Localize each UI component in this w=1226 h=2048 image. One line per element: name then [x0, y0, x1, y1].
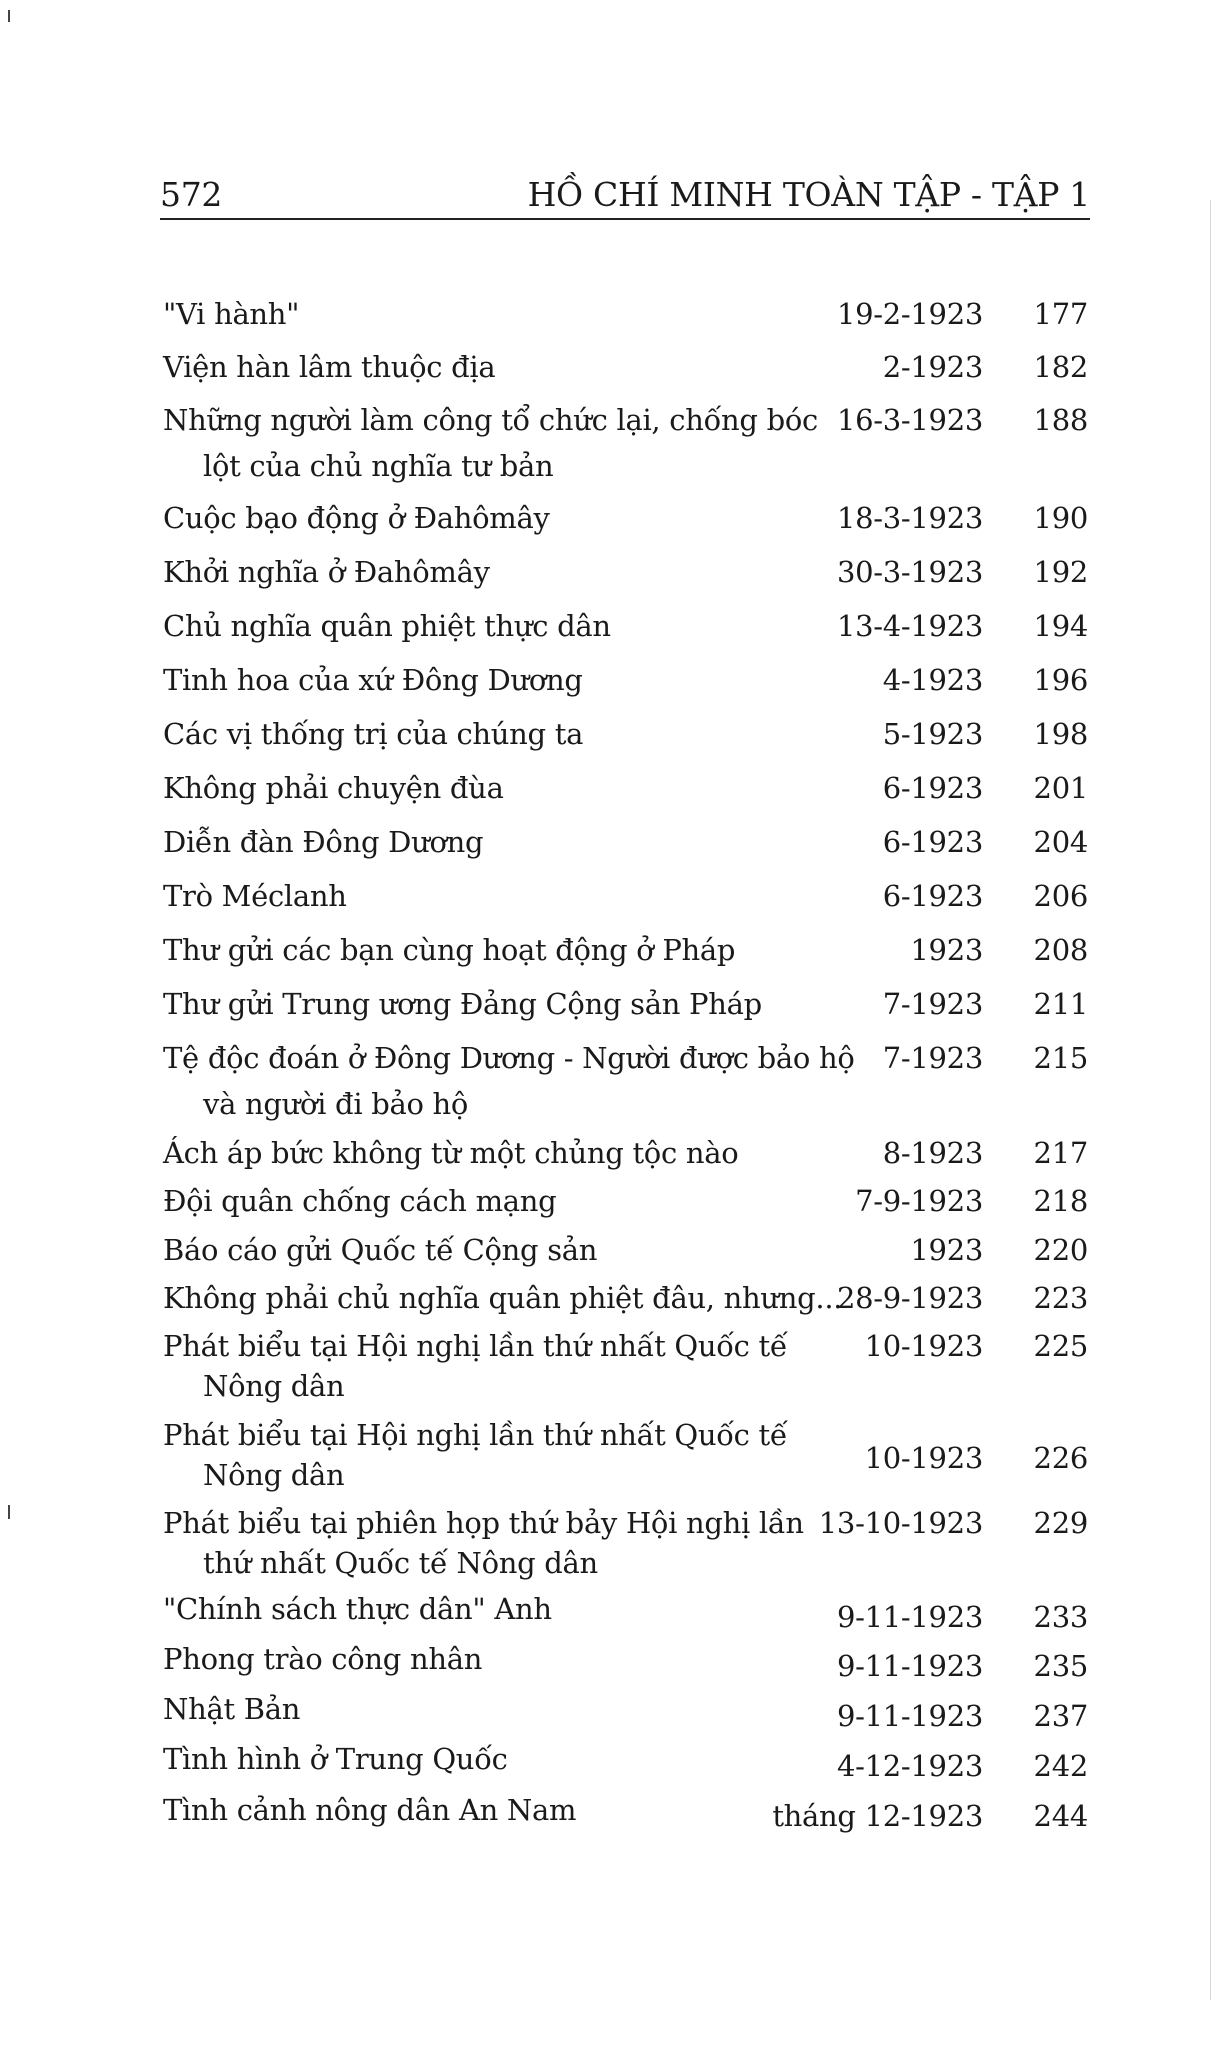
- entry-page: 242: [1033, 1749, 1088, 1783]
- entry-date: 10-1923: [864, 1441, 983, 1475]
- page-edge-line: [1210, 200, 1211, 2000]
- entry-page: 229: [1033, 1506, 1088, 1540]
- entry-date: 1923: [910, 933, 983, 967]
- entry-page: 182: [1033, 350, 1088, 384]
- entry-page: 206: [1033, 879, 1088, 913]
- entry-title: Báo cáo gửi Quốc tế Cộng sản: [163, 1233, 598, 1267]
- entry-date: 16-3-1923: [836, 403, 983, 437]
- entry-page: 208: [1033, 933, 1088, 967]
- entry-title: Đội quân chống cách mạng: [163, 1184, 557, 1218]
- page-number: 572: [160, 175, 223, 214]
- entry-page: 225: [1033, 1329, 1088, 1363]
- scan-mark: [8, 1505, 10, 1519]
- entry-page: 196: [1033, 663, 1088, 697]
- entry-page: 235: [1033, 1649, 1088, 1683]
- entry-date: 9-11-1923: [836, 1649, 983, 1683]
- entry-title: Phát biểu tại phiên họp thứ bảy Hội nghị lần: [163, 1506, 804, 1540]
- entry-title: Khởi nghĩa ở Đahômây: [163, 555, 490, 589]
- entry-date: 7-1923: [882, 987, 983, 1021]
- entry-title: Tinh hoa của xứ Đông Dương: [163, 663, 583, 697]
- entry-page: 211: [1033, 987, 1088, 1021]
- entry-title: Tệ độc đoán ở Đông Dương - Người được bảo hộ: [163, 1041, 855, 1075]
- entry-title: Thư gửi Trung ương Đảng Cộng sản Pháp: [163, 987, 762, 1021]
- entry-date: 6-1923: [882, 771, 983, 805]
- entry-date: 4-12-1923: [836, 1749, 983, 1783]
- entry-title: Ách áp bức không từ một chủng tộc nào: [163, 1136, 739, 1170]
- entry-page: 190: [1033, 501, 1088, 535]
- entry-page: 244: [1033, 1799, 1088, 1833]
- entry-date: 4-1923: [882, 663, 983, 697]
- entry-title: Không phải chuyện đùa: [163, 771, 504, 805]
- entry-date: 28-9-1923: [836, 1281, 983, 1315]
- entry-title: Phát biểu tại Hội nghị lần thứ nhất Quốc tế: [163, 1329, 788, 1363]
- entry-page: 218: [1033, 1184, 1088, 1218]
- entry-title: Diễn đàn Đông Dương: [163, 825, 484, 859]
- entry-date: 8-1923: [882, 1136, 983, 1170]
- entry-page: 226: [1033, 1441, 1088, 1475]
- entry-title: "Chính sách thực dân" Anh: [163, 1592, 552, 1626]
- entry-page: 188: [1033, 403, 1088, 437]
- entry-date: 6-1923: [882, 825, 983, 859]
- entry-date: 1923: [910, 1233, 983, 1267]
- entry-title-continued: lột của chủ nghĩa tư bản: [203, 449, 554, 483]
- entry-date: 7-9-1923: [855, 1184, 983, 1218]
- entry-page: 233: [1033, 1600, 1088, 1634]
- entry-title: Phát biểu tại Hội nghị lần thứ nhất Quốc tế: [163, 1418, 788, 1452]
- entry-page: 192: [1033, 555, 1088, 589]
- entry-date: 18-3-1923: [836, 501, 983, 535]
- entry-date: 13-10-1923: [818, 1506, 983, 1540]
- entry-title: Phong trào công nhân: [163, 1642, 483, 1676]
- entry-title: Tình hình ở Trung Quốc: [163, 1742, 508, 1776]
- entry-date: 19-2-1923: [836, 297, 983, 331]
- entry-title: Những người làm công tổ chức lại, chống bóc: [163, 403, 818, 437]
- entry-title: Tình cảnh nông dân An Nam: [163, 1793, 577, 1827]
- entry-date: 2-1923: [882, 350, 983, 384]
- entry-title: Chủ nghĩa quân phiệt thực dân: [163, 609, 611, 643]
- entry-page: 177: [1033, 297, 1088, 331]
- entry-page: 217: [1033, 1136, 1088, 1170]
- entry-date: tháng 12-1923: [772, 1799, 983, 1833]
- entry-page: 237: [1033, 1699, 1088, 1733]
- entry-date: 9-11-1923: [836, 1699, 983, 1733]
- entry-date: 6-1923: [882, 879, 983, 913]
- entry-page: 198: [1033, 717, 1088, 751]
- running-title: HỒ CHÍ MINH TOÀN TẬP - TẬP 1: [527, 175, 1090, 214]
- entry-page: 194: [1033, 609, 1088, 643]
- entry-page: 204: [1033, 825, 1088, 859]
- entry-title: Viện hàn lâm thuộc địa: [163, 350, 496, 384]
- entry-title: Cuộc bạo động ở Đahômây: [163, 501, 550, 535]
- entry-title: Trò Méclanh: [163, 879, 347, 913]
- running-header: [160, 170, 1090, 220]
- header-rule: [160, 218, 1090, 220]
- entry-title: "Vi hành": [163, 297, 300, 331]
- entry-title-continued: Nông dân: [203, 1369, 345, 1403]
- entry-title: Không phải chủ nghĩa quân phiệt đâu, nhưng...: [163, 1281, 843, 1315]
- scan-mark: [8, 10, 10, 22]
- entry-date: 9-11-1923: [836, 1600, 983, 1634]
- entry-title-continued: thứ nhất Quốc tế Nông dân: [203, 1546, 598, 1580]
- entry-page: 201: [1033, 771, 1088, 805]
- entry-title: Thư gửi các bạn cùng hoạt động ở Pháp: [163, 933, 736, 967]
- entry-page: 223: [1033, 1281, 1088, 1315]
- entry-page: 220: [1033, 1233, 1088, 1267]
- entry-date: 10-1923: [864, 1329, 983, 1363]
- entry-title-continued: và người đi bảo hộ: [203, 1087, 469, 1121]
- entry-page: 215: [1033, 1041, 1088, 1075]
- entry-date: 5-1923: [882, 717, 983, 751]
- entry-date: 7-1923: [882, 1041, 983, 1075]
- entry-date: 13-4-1923: [836, 609, 983, 643]
- entry-title-continued: Nông dân: [203, 1458, 345, 1492]
- entry-date: 30-3-1923: [836, 555, 983, 589]
- entry-title: Nhật Bản: [163, 1692, 301, 1726]
- entry-title: Các vị thống trị của chúng ta: [163, 717, 584, 751]
